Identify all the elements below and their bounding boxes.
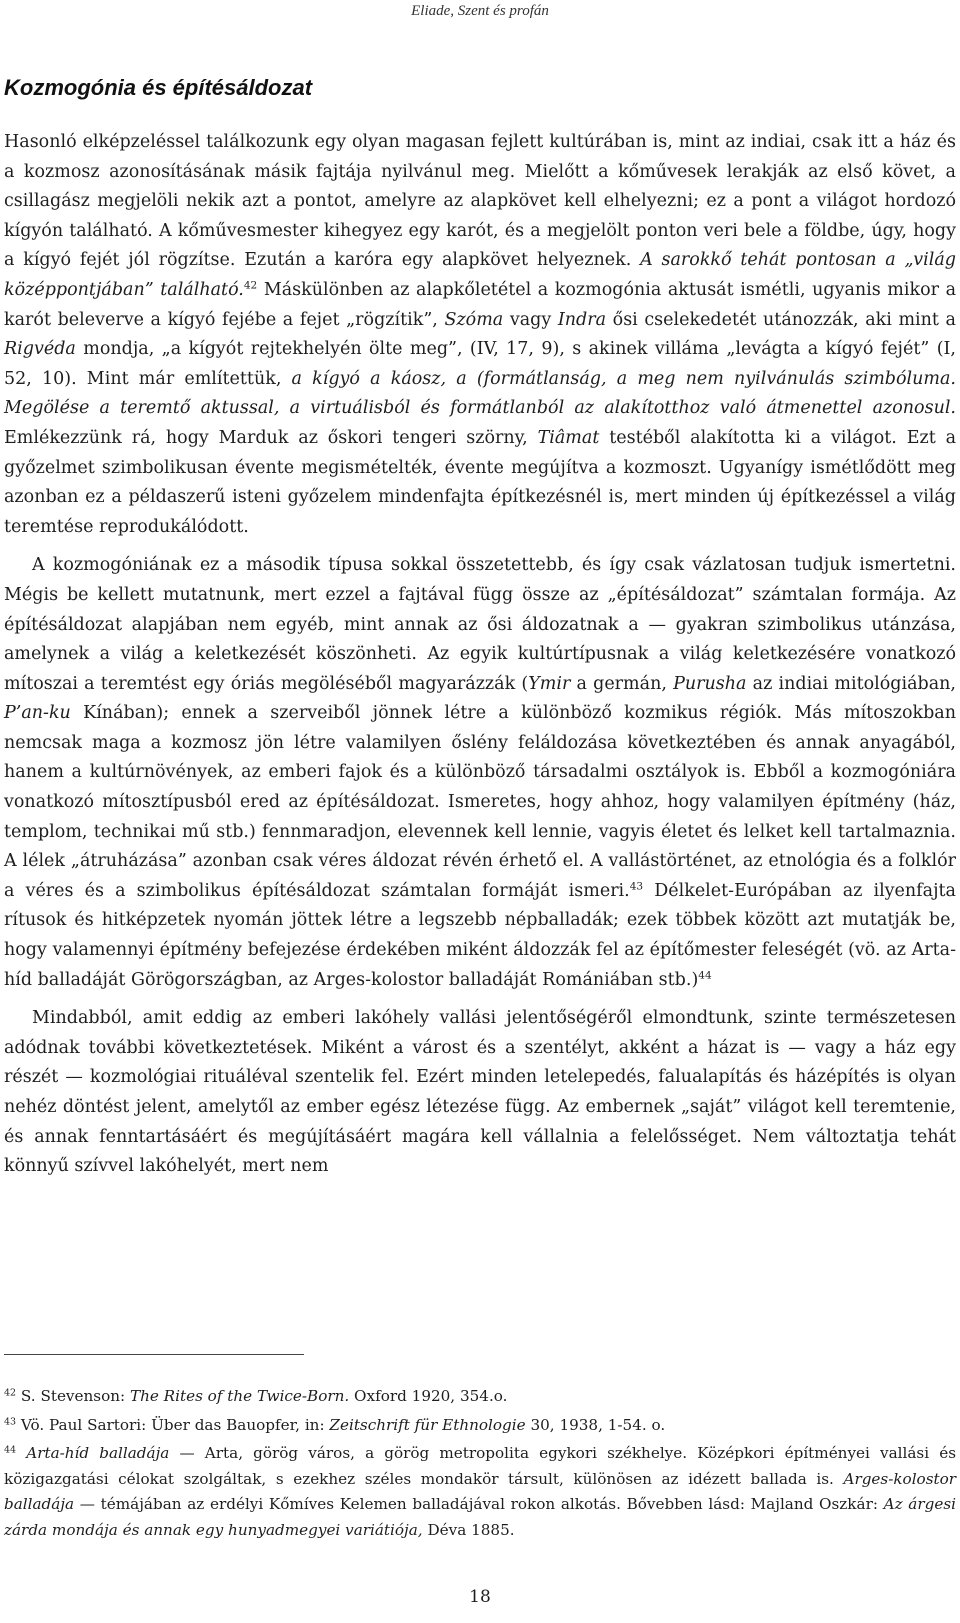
- text-run: vagy: [503, 309, 558, 330]
- italic-text: A sarokkő tehát pontosan a „világ középpontjában” található.: [4, 250, 956, 300]
- italic-text: Arta-híd balladája: [26, 1444, 170, 1462]
- text-run: Déva 1885.: [422, 1520, 515, 1539]
- footnote: [4, 1384, 956, 1410]
- text-run: Mindabból, amit eddig az emberi lakóhely vallási jelentőségéről elmondtunk, szinte természetesen adódnak további következtetések. Miként a várost és a szentélyt, akként a házat is — vagy a ház egy részét — kozmológiai rituáléval szentelik fel. Ezért minden letelepedés, falualapítás és házépítés is olyan nehéz döntést jelent, amelytől az ember egész létezése függ. Az embernek „saját” világot kell teremtenie, és annak fenntartásáért és megújításáért magára kell vállalnia a felelősséget. Nem változtatja tehát könnyű szívvel lakóhelyét, mert nem: [4, 1008, 956, 1177]
- paragraph: [4, 128, 956, 542]
- italic-text: Ymir: [528, 673, 571, 694]
- text-run: Oxford 1920, 354.o.: [349, 1387, 508, 1405]
- italic-text: Zeitschrift für Ethnologie: [329, 1415, 526, 1434]
- section-title: Kozmogónia és építésáldozat: [4, 75, 313, 100]
- footnote-divider: [4, 1354, 304, 1355]
- italic-text: Rigvéda: [4, 339, 76, 360]
- text-run: Hasonló elképzeléssel találkozunk egy olyan magasan fejlett kultúrában is, mint az indiai, csak itt a ház és a kozmosz azonosításának másik fajtája nyilvánul meg. Mielőtt a kőművesek lerakják az első követ, a csillagász megjelöli nekik azt a pontot, amelyre az alapkövet kell elhelyezni; ez a pont a világot hordozó kígyón található. A kőművesmester kihegyez egy karót, és a megjelölt ponton veri bele a földbe, úgy, hogy a kígyó fejét jól rögzítse. Ezután a karóra egy alapkövet helyeznek.: [4, 132, 956, 271]
- italic-text: Arges-kolostor balladája: [4, 1469, 956, 1513]
- text-run: [16, 1444, 26, 1462]
- italic-text: P’an-ku: [4, 703, 71, 724]
- italic-text: Purusha: [673, 673, 747, 694]
- italic-text: Szóma: [444, 309, 504, 330]
- footnotes: [4, 1384, 956, 1546]
- text-run: Vö. Paul Sartori: Über das Bauopfer, in:: [16, 1415, 330, 1434]
- paragraph: [4, 551, 956, 995]
- running-header: Eliade, Szent és profán: [411, 3, 549, 19]
- footnote-ref: 42: [4, 1387, 17, 1399]
- text-run: testéből alakította ki a világot. Ezt a győzelmet szimbolikusan évente megismételték, évente megújítva a kozmoszt. Ugyanígy ismétlődött meg azonban ez a példaszerű isteni győzelem mindenfajta építkezésnél is, mert minden új építkezéssel a világ teremtése reprodukálódott.: [4, 427, 956, 537]
- text-run: A kozmogóniának ez a második típusa sokkal összetettebb, és így csak vázlatosan tudjuk ismertetni. Mégis be kellett mutatnunk, mert ezzel a fajtával függ össze az „építésáldozat” számtalan formája. Az építésáldozat alapjában nem egyéb, mint annak az ősi áldozatnak a — gyakran szimbolikus utánzása, amelynek a világ a keletkezését köszönheti. Az egyik kultúrtípusnak a világ keletkezésére vonatkozó mítoszai a teremtést egy óriás megöléséből magyarázzák (: [4, 555, 956, 694]
- text-run: — Arta, görög város, a görög metropolita egykori székhelye. Középkori építményei vallási és közigazgatási célokat szolgáltak, s ezekhez széles mondakör társult, különösen az idézett ballada is.: [4, 1444, 956, 1488]
- footnote-ref: 44: [4, 1444, 17, 1456]
- text-run: S. Stevenson:: [16, 1387, 130, 1405]
- italic-text: Tiâmat: [537, 427, 600, 448]
- italic-text: Indra: [557, 309, 607, 330]
- footnote-ref: 42: [243, 279, 258, 292]
- text-run: ősi cselekedetét utánozzák, aki mint a: [606, 309, 956, 330]
- text-run: — témájában az erdélyi Kőmíves Kelemen balladájával rokon alkotás. Bővebben lásd: Majland Oszkár:: [74, 1495, 884, 1513]
- text-run: mondja, „a kígyót rejtekhelyén ölte meg”, (IV, 17, 9), s akinek villáma „levágta a kígyó fejét” (I, 52, 10). Mint már említettük,: [4, 339, 956, 389]
- text-run: 30, 1938, 1-54. o.: [525, 1415, 666, 1434]
- text-run: a germán,: [570, 673, 674, 694]
- italic-text: The Rites of the Twice-Born.: [129, 1387, 350, 1405]
- text-run: Délkelet-Európában az ilyenfajta rítusok és hitképzetek nyomán jöttek létre a legszebb népballadák; ezek többek között azt mutatják be, hogy valamennyi építmény befejezése érdekében miként áldozzák fel az építőmester feleségét (vö. az Arta-híd balladáját Görögországban, az Arges-kolostor balladáját Romániában stb.): [4, 880, 956, 990]
- text-run: Máskülönben az alapkőletétel a kozmogónia aktusát ismétli, ugyanis mikor a karót beleverve a kígyó fejébe a fejet „rögzítik”,: [4, 279, 957, 330]
- text-run: Kínában); ennek a szerveiből jönnek létre a különböző kozmikus régiók. Más mítoszokban nemcsak maga a kozmosz jön létre valamilyen őslény feláldozása következtében és annak anyagából, hanem a kultúrnövények, az emberi fajok és a különböző társadalmi osztályok is. Ebből a kozmogóniára vonatkozó mítosztípusból ered az építésáldozat. Ismeretes, hogy ahhoz, hogy valamilyen építmény (ház, templom, technikai mű stb.) fennmaradjon, elevennek kell lennie, vagyis életet és lelket kell tartalmaznia. A lélek „átruházása” azonban csak véres áldozat révén érhető el. A vallástörténet, az etnológia és a folklór a véres és a szimbolikus építésáldozat számtalan formáját ismeri.: [4, 703, 956, 901]
- text-run: az indiai mitológiában,: [746, 673, 956, 694]
- footnote: [4, 1413, 956, 1439]
- footnote: [4, 1441, 956, 1543]
- body-text: [4, 128, 956, 1182]
- page-number: 18: [469, 1587, 491, 1607]
- footnote-ref: 43: [629, 880, 644, 893]
- footnote-ref: 44: [698, 969, 712, 982]
- paragraph: [4, 1004, 956, 1182]
- italic-text: Az árgesi zárda mondája és annak egy hunyadmegyei variátiója,: [4, 1495, 956, 1539]
- text-run: Emlékezzünk rá, hogy Marduk az őskori tengeri szörny,: [4, 427, 538, 448]
- italic-text: a kígyó a káosz, a (formátlanság, a meg nem nyilvánulás szimbóluma. Megölése a teremtő aktussal, a virtuálisból és formátlanból az alakítotthoz való átmenettel azonosul.: [4, 368, 956, 419]
- footnote-ref: 43: [4, 1415, 17, 1427]
